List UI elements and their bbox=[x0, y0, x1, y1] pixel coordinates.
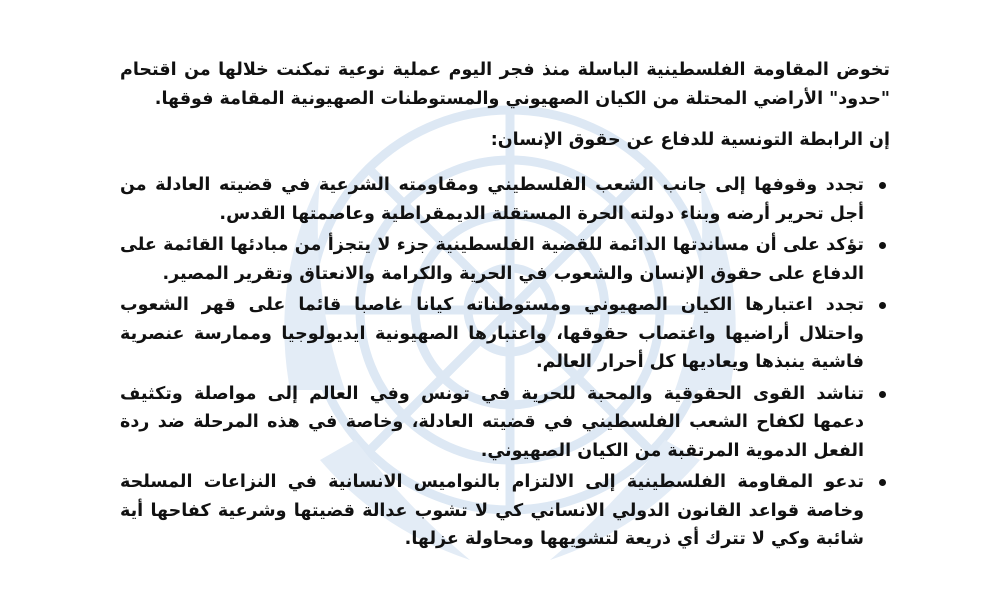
bullet-icon bbox=[879, 302, 886, 309]
intro-paragraph: تخوض المقاومة الفلسطينية الباسلة منذ فجر اليوم عملية نوعية تمكنت خلالها من اقتحام "حدود" الأراضي المحتلة من الكيان الصهيوني والمستوطنات الصهيونية المقامة فوقها. bbox=[120, 60, 890, 109]
bullet-list bbox=[120, 171, 890, 554]
statement-document bbox=[120, 56, 890, 557]
bullet-icon bbox=[879, 391, 886, 398]
bullet-text: تجدد اعتبارها الكيان الصهيوني ومستوطناته كيانا غاصبا قائما على قهر الشعوب واحتلال أراضيها واغتصاب حقوقها، واعتبارها الصهيونية ايديولوجيا وممارسة عنصرية فاشية ينبذها ويعاديها كل أحرار العالم. bbox=[120, 295, 864, 372]
list-item bbox=[120, 380, 890, 466]
list-item bbox=[120, 468, 890, 554]
bullet-text: تجدد وقوفها إلى جانب الشعب الفلسطيني ومقاومته الشرعية في قضيته العادلة من أجل تحرير أرضه وبناء دولته الحرة المستقلة الديمقراطية وعاصمتها القدس. bbox=[120, 175, 864, 224]
bullet-text: تناشد القوى الحقوقية والمحبة للحرية في تونس وفي العالم إلى مواصلة وتكثيف دعمها لكفاح الشعب الفلسطيني في قضيته العادلة، وخاصة في هذه المرحلة ضد ردة الفعل الدموية المرتقبة من الكيان الصهيوني. bbox=[120, 383, 864, 461]
bullet-icon bbox=[879, 242, 886, 249]
bullet-icon bbox=[879, 182, 886, 189]
bullet-text: تدعو المقاومة الفلسطينية إلى الالتزام بالنواميس الانسانية في النزاعات المسلحة وخاصة قواعد القانون الدولي الانساني كي لا تشوب عدالة قضيتها وشرعية كفاحها أية شائبة وكي لا تترك أي ذريعة لتشويهها ومحاولة عزلها. bbox=[120, 472, 864, 549]
bullet-icon bbox=[879, 479, 886, 486]
list-item bbox=[120, 231, 890, 288]
lead-paragraph: إن الرابطة التونسية للدفاع عن حقوق الإنسان: bbox=[490, 130, 890, 150]
list-item bbox=[120, 291, 890, 377]
list-item bbox=[120, 171, 890, 228]
bullet-text: تؤكد على أن مساندتها الدائمة للقضية الفلسطينية جزء لا يتجزأ من مبادئها القائمة على الدفاع على حقوق الإنسان والشعوب في الحرية والكرامة والانعتاق وتقرير المصير. bbox=[120, 235, 864, 284]
